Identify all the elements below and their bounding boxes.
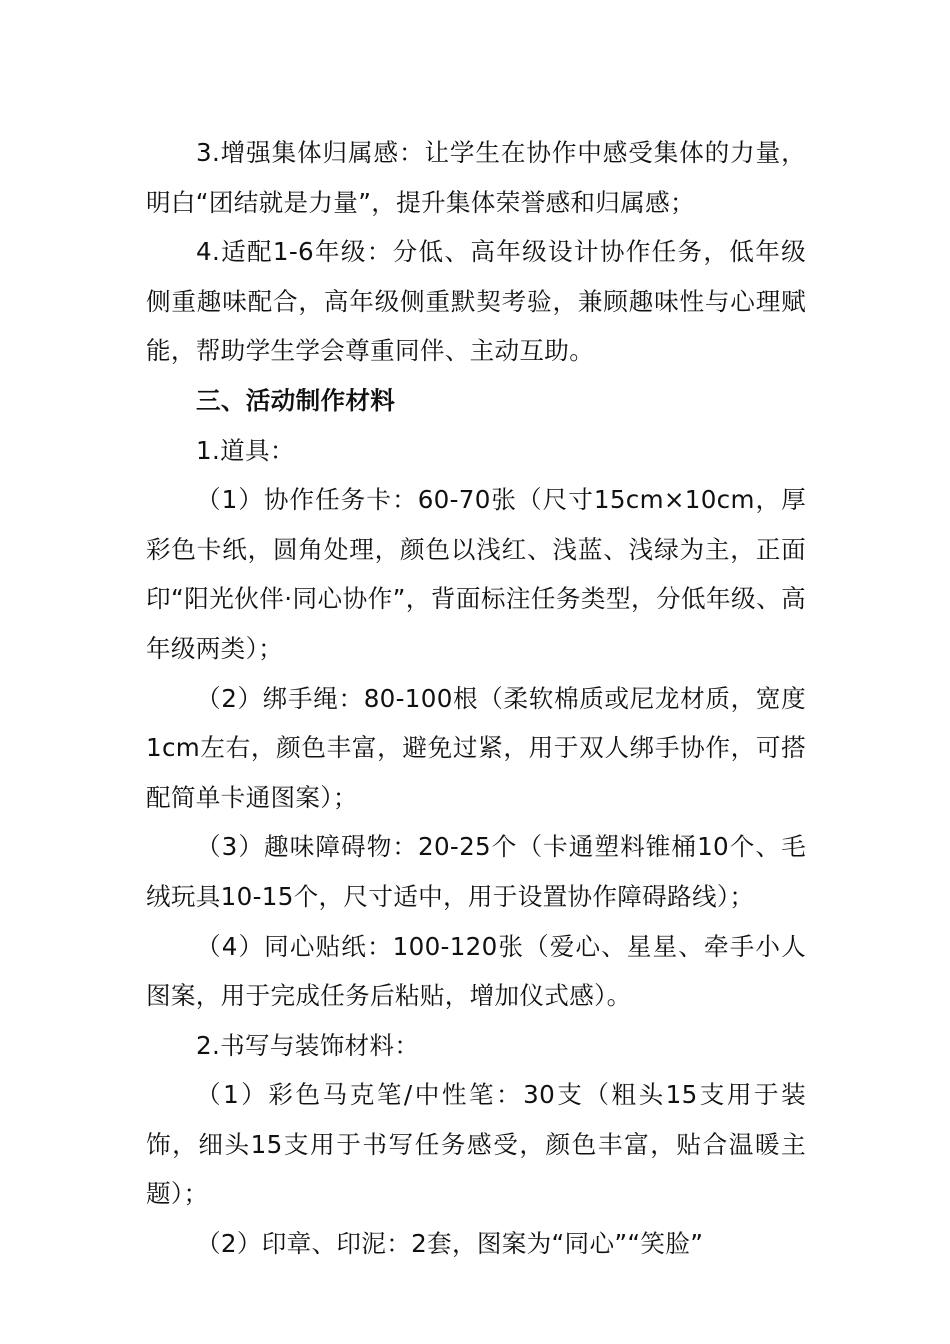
list-item-task-cards: （1）协作任务卡：60-70张（尺寸15cm×10cm，厚彩色卡纸，圆角处理，颜色以浅红、浅蓝、浅绿为主，正面印“阳光伙伴·同心协作”，背面标注任务类型，分低年级、高年级两类）； <box>146 485 806 663</box>
list-item-stickers: （4）同心贴纸：100-120张（爱心、星星、牵手小人图案，用于完成任务后粘贴，增加仪式感）。 <box>146 931 806 1011</box>
paragraph-grade-adaptation: 4.适配1-6年级：分低、高年级设计协作任务，低年级侧重趣味配合，高年级侧重默契考验，兼顾趣味性与心理赋能，帮助学生学会尊重同伴、主动互助。 <box>146 237 806 366</box>
document-body <box>146 128 806 1269</box>
list-item-hand-ropes: （2）绑手绳：80-100根（柔软棉质或尼龙材质，宽度1cm左右，颜色丰富，避免过紧，用于双人绑手协作，可搭配简单卡通图案）； <box>146 683 806 812</box>
section-heading-materials: 三、活动制作材料 <box>196 385 396 415</box>
subheading-writing-materials: 2.书写与装饰材料： <box>196 1030 420 1060</box>
list-item-markers: （1）彩色马克笔/中性笔：30支（粗头15支用于装饰，细头15支用于书写任务感受，颜色丰富，贴合温暖主题）； <box>146 1080 806 1209</box>
subheading-props: 1.道具： <box>196 435 295 465</box>
list-item-obstacles: （3）趣味障碍物：20-25个（卡通塑料锥桶10个、毛绒玩具10-15个，尺寸适中，用于设置协作障碍路线）； <box>146 832 806 911</box>
list-item-stamps: （2）印章、印泥：2套，图案为“同心”“笑脸” <box>196 1229 704 1259</box>
paragraph-belonging: 3.增强集体归属感：让学生在协作中感受集体的力量，明白“团结就是力量”，提升集体荣誉感和归属感； <box>146 138 806 217</box>
